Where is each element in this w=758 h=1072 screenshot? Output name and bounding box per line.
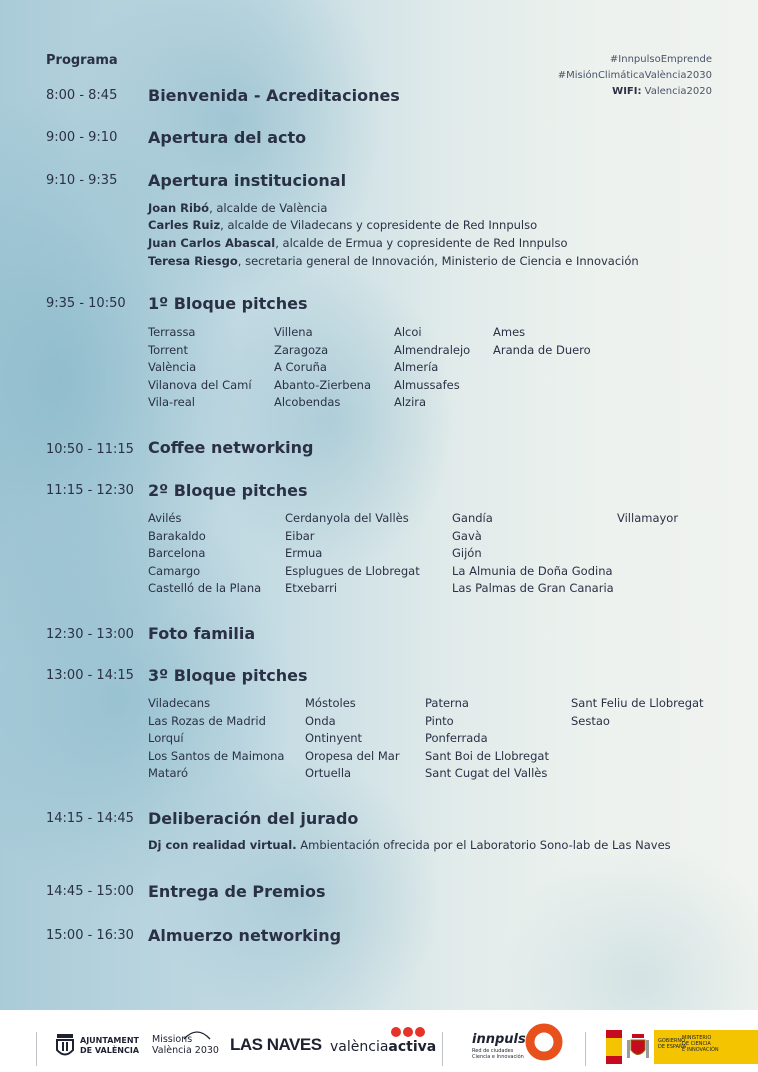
speaker-role: , alcalde de Ermua y copresidente de Red Innpulso	[275, 236, 568, 250]
speaker-name: Juan Carlos Abascal	[148, 236, 276, 250]
schedule-time: 8:00 - 8:45	[46, 88, 118, 103]
wifi-label: WIFI:	[612, 86, 642, 97]
city-name: Esplugues de Llobregat	[285, 563, 420, 578]
hashtag-innpulso: #InnpulsoEmprende	[609, 54, 712, 65]
missions-logo	[152, 1034, 219, 1056]
city-name: Aranda de Duero	[493, 342, 591, 357]
spain-flag-icon	[606, 1030, 622, 1064]
divider	[585, 1032, 586, 1066]
city-name: Villamayor	[617, 511, 679, 525]
hashtag-mision: #MisiónClimáticaValència2030	[557, 70, 712, 81]
city-name: Mataró	[148, 766, 189, 781]
schedule-time: 14:45 - 15:00	[46, 884, 134, 899]
schedule-title: Bienvenida - Acreditaciones	[148, 86, 400, 105]
city-name: Onda	[305, 713, 336, 728]
schedule-title: Entrega de Premios	[148, 882, 326, 901]
schedule-time: 13:00 - 14:15	[46, 668, 134, 683]
schedule-title: Coffee networking	[148, 438, 314, 457]
city-name: La Almunia de Doña Godina	[452, 563, 613, 578]
schedule-title: Foto familia	[148, 624, 256, 643]
schedule-title: 3º Bloque pitches	[148, 666, 308, 685]
city-name: Alzira	[394, 395, 427, 410]
ajuntament-line1: AJUNTAMENT	[80, 1036, 139, 1045]
city-name: Barakaldo	[148, 528, 206, 543]
city-name: Paterna	[425, 696, 469, 710]
city-name: Móstoles	[305, 696, 356, 710]
city-name: Terrassa	[148, 325, 196, 339]
innpulso-sub1: Red de ciudades	[472, 1048, 514, 1054]
city-name: Alcoi	[394, 325, 422, 339]
city-name: Ermua	[285, 546, 323, 561]
valencia-activa-part2: activa	[388, 1039, 437, 1055]
city-name: Villena	[274, 325, 313, 339]
city-name: Camargo	[148, 563, 201, 578]
las-naves-logo: LAS NAVES	[230, 1035, 322, 1054]
schedule-time: 15:00 - 16:30	[46, 928, 134, 943]
city-name: Ames	[493, 325, 526, 339]
city-name: Almendralejo	[394, 342, 471, 357]
city-name: Torrent	[148, 342, 188, 357]
innpulso-name: innpulso	[472, 1032, 535, 1047]
ministerio-line2: DE CIENCIA	[682, 1041, 711, 1047]
gobierno-line2: DE ESPAÑA	[658, 1044, 687, 1050]
schedule-time: 9:00 - 9:10	[46, 130, 118, 145]
city-name: Sestao	[571, 713, 610, 728]
city-name: Las Rozas de Madrid	[148, 713, 266, 728]
valencia-activa-logo	[330, 1039, 436, 1055]
schedule-title: 1º Bloque pitches	[148, 294, 308, 313]
divider	[442, 1032, 443, 1066]
city-name: Ortuella	[305, 766, 352, 781]
wifi-info	[558, 84, 712, 100]
city-name: Sant Cugat del Vallès	[425, 766, 548, 781]
speaker-line	[148, 201, 327, 215]
missions-line1: Missions	[152, 1034, 193, 1045]
schedule-title: 2º Bloque pitches	[148, 481, 308, 500]
city-name: Las Palmas de Gran Canaria	[452, 581, 614, 596]
divider	[36, 1032, 37, 1066]
speaker-line	[148, 236, 568, 250]
schedule-time: 14:15 - 14:45	[46, 811, 134, 826]
city-name: Sant Boi de Llobregat	[425, 748, 549, 763]
innpulso-sub2: Ciencia e Innovación	[472, 1054, 524, 1060]
ministerio-line3: E INNOVACIÓN	[682, 1047, 719, 1053]
city-name: Vila-real	[148, 395, 195, 410]
city-name: Castelló de la Plana	[148, 581, 262, 596]
city-name: Gijón	[452, 546, 482, 561]
city-name: Ontinyent	[305, 731, 363, 746]
speaker-role: , alcalde de Viladecans y copresidente de Red Innpulso	[220, 218, 538, 232]
note-text: Ambientación ofrecida por el Laboratorio Sono-lab de Las Naves	[296, 838, 671, 852]
coat-of-arms-icon	[626, 1032, 650, 1062]
city-name: A Coruña	[274, 360, 327, 375]
note-line	[148, 838, 671, 852]
city-name: Vilanova del Camí	[148, 377, 252, 392]
note-bold: Dj con realidad virtual.	[148, 838, 297, 852]
ministerio-line1: MINISTERIO	[682, 1035, 712, 1041]
city-name: Sant Feliu de Llobregat	[571, 696, 704, 710]
schedule-title: Almuerzo networking	[148, 926, 342, 945]
city-name: Avilés	[148, 511, 182, 525]
city-name: Viladecans	[148, 696, 211, 710]
innpulso-ring-icon	[524, 1022, 564, 1062]
city-name: Etxebarri	[285, 581, 338, 596]
ministerio-text	[682, 1035, 719, 1053]
city-name: Almussafes	[394, 377, 460, 392]
speaker-role: , secretaria general de Innovación, Ministerio de Ciencia e Innovación	[237, 254, 639, 268]
city-name: Cerdanyola del Vallès	[285, 511, 409, 525]
wifi-value: Valencia2020	[644, 86, 712, 97]
schedule-time: 11:15 - 12:30	[46, 483, 134, 498]
speaker-line	[148, 218, 537, 232]
schedule-time: 12:30 - 13:00	[46, 627, 134, 642]
ajuntament-line2: DE VALÈNCIA	[80, 1046, 140, 1055]
city-name: Gandía	[452, 511, 493, 525]
city-name: Los Santos de Maimona	[148, 748, 285, 763]
gobierno-line1: GOBIERNO	[658, 1038, 686, 1044]
city-name: Barcelona	[148, 546, 206, 561]
city-name: Oropesa del Mar	[305, 748, 400, 763]
program-heading: Programa	[46, 53, 118, 68]
vam-badge-icon	[390, 1026, 426, 1038]
sponsor-footer	[0, 1010, 758, 1072]
schedule-time: 9:10 - 9:35	[46, 173, 118, 188]
schedule-time: 9:35 - 10:50	[46, 296, 126, 311]
schedule-title: Deliberación del jurado	[148, 809, 359, 828]
city-name: Abanto-Zierbena	[274, 377, 371, 392]
speaker-line	[148, 254, 639, 268]
hashtags-block	[558, 52, 712, 100]
speaker-name: Carles Ruiz	[148, 218, 221, 232]
schedule-title: Apertura institucional	[148, 171, 347, 190]
schedule-time: 10:50 - 11:15	[46, 442, 134, 457]
city-name: Zaragoza	[274, 342, 329, 357]
city-name: Ponferrada	[425, 731, 488, 746]
speaker-role: , alcalde de València	[209, 201, 328, 215]
arc-icon	[182, 1028, 212, 1040]
city-name: Alcobendas	[274, 395, 341, 410]
city-name: Lorquí	[148, 731, 184, 746]
city-name: Pinto	[425, 713, 454, 728]
speaker-name: Teresa Riesgo	[148, 254, 238, 268]
missions-line2: València 2030	[152, 1045, 219, 1056]
city-name: Gavà	[452, 528, 482, 543]
city-crest-icon	[54, 1032, 76, 1060]
valencia-activa-part1: valència	[330, 1039, 389, 1055]
city-name: Eibar	[285, 528, 315, 543]
speaker-name: Joan Ribó	[148, 201, 210, 215]
city-name: Almería	[394, 360, 439, 375]
city-name: València	[148, 360, 197, 375]
schedule-title: Apertura del acto	[148, 128, 307, 147]
